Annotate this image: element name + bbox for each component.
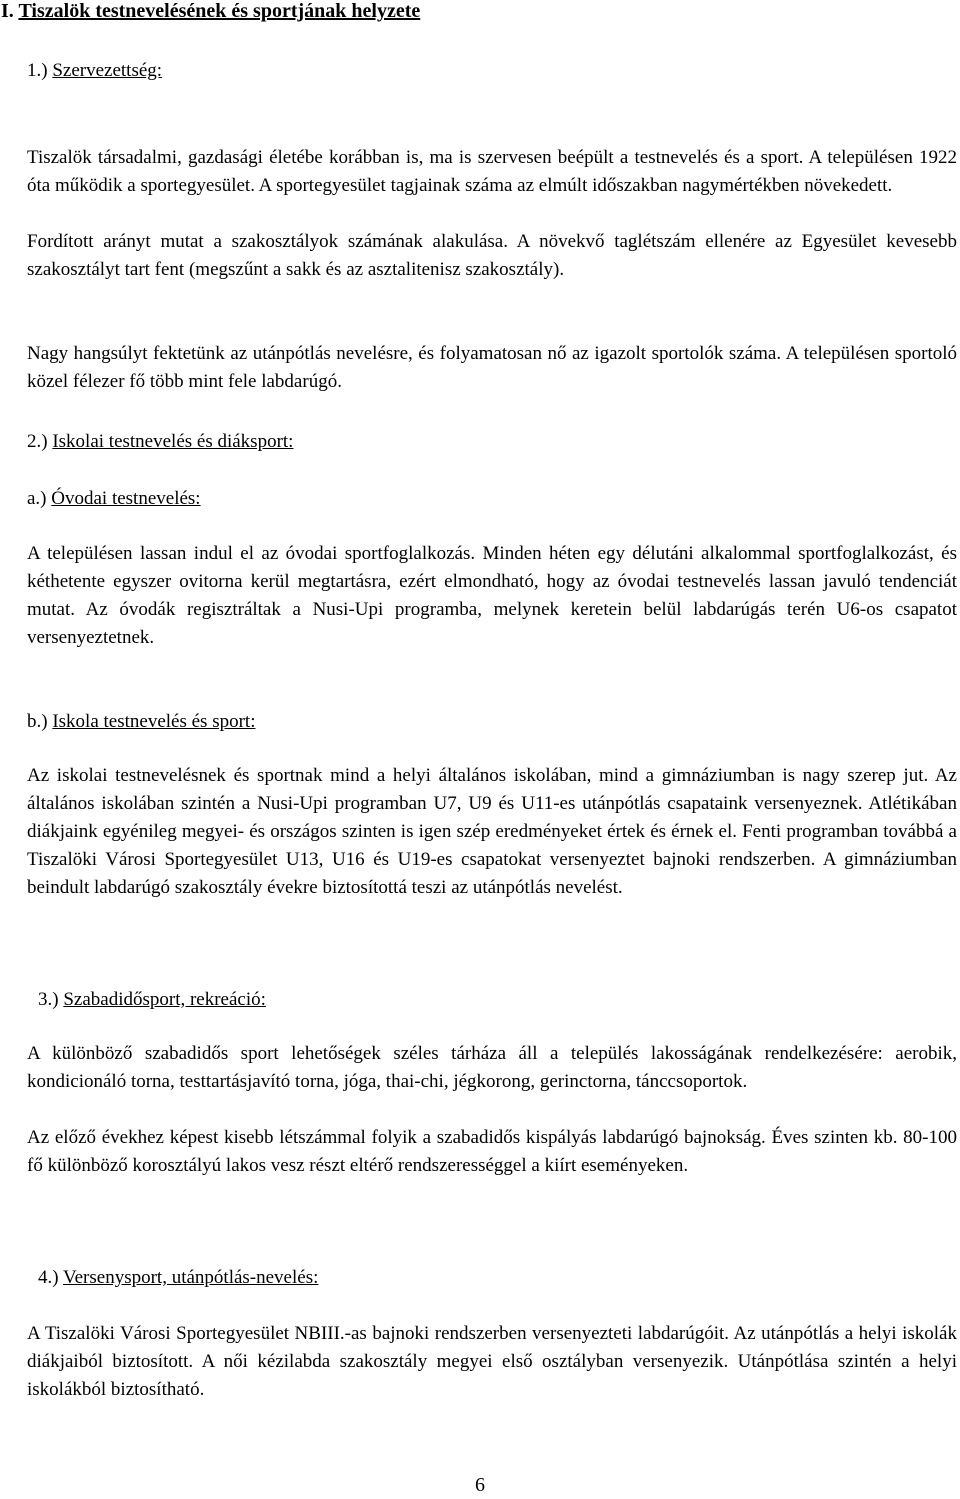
section-3-heading: 3.) Szabadidősport, rekreáció: bbox=[38, 989, 266, 1010]
section-4-heading: 4.) Versenysport, utánpótlás-nevelés: bbox=[38, 1267, 319, 1288]
section-1-paragraph-2: Fordított arányt mutat a szakosztályok számának alakulása. A növekvő taglétszám ellenére az Egyesület kevesebb szakosztályt tart fent (megszűnt a sakk és az asztalitenisz szakosztály). bbox=[27, 231, 957, 280]
page-title bbox=[1, 0, 420, 25]
section-1-paragraph-3: Nagy hangsúlyt fektetünk az utánpótlás nevelésre, és folyamatosan nő az igazolt sportolók száma. A településen sportoló közel félezer fő több mint fele labdarúgó. bbox=[27, 343, 957, 392]
section-2-heading: 2.) Iskolai testnevelés és diáksport: bbox=[27, 431, 294, 452]
section-2b-paragraph: Az iskolai testnevelésnek és sportnak mind a helyi általános iskolában, mind a gimnáziumban is nagy szerep jut. Az általános iskolában szintén a Nusi-Upi programban U7, U9 és U11-es utánpótlás csapataink versenyeznek. Atlétikában diákjaink egyénileg megyei- és országos szinten is igen szép eredményeket értek és érnek el. Fenti programban továbbá a Tiszalöki Városi Sportegyesület U13, U16 és U19-es csapatokat versenyeztet bajnoki rendszerben. A gimnáziumban beindult labdarúgó szakosztály évekre biztosítottá teszi az utánpótlás nevelést. bbox=[27, 765, 957, 898]
section-1-paragraph-1: Tiszalök társadalmi, gazdasági életébe korábban is, ma is szervesen beépült a testnevelés és a sport. A településen 1922 óta működik a sportegyesület. A sportegyesület tagjainak száma az elmúlt időszakban nagymértékben növekedett. bbox=[27, 147, 957, 196]
title-number: I. bbox=[1, 0, 14, 22]
section-3-paragraph-2: Az előző évekhez képest kisebb létszámmal folyik a szabadidős kispályás labdarúgó bajnokság. Éves szinten kb. 80-100 fő különböző korosztályú lakos vesz részt eltérő rendszerességgel a kiírt eseményeken. bbox=[27, 1127, 957, 1176]
section-4-paragraph: A Tiszalöki Városi Sportegyesület NBIII.-as bajnoki rendszerben versenyezteti labdarúgóit. Az utánpótlás a helyi iskolák diákjaiból biztosított. A női kézilabda szakosztály megyei első osztályban versenyezik. Utánpótlása szintén a helyi iskolákból biztosítható. bbox=[27, 1323, 957, 1400]
page-number: 6 bbox=[475, 1474, 485, 1496]
section-2a-heading: a.) Óvodai testnevelés: bbox=[27, 488, 201, 509]
section-2a-paragraph: A településen lassan indul el az óvodai sportfoglalkozás. Minden héten egy délutáni alkalommal sportfoglalkozást, és kéthetente egyszer ovitorna kerül megtartásra, ezért elmondható, hogy az óvodai testnevelés lassan javuló tendenciát mutat. Az óvodák regisztráltak a Nusi-Upi programba, melynek keretein belül labdarúgás terén U6-os csapatot versenyeztetnek. bbox=[27, 543, 957, 648]
title-text: Tiszalök testnevelésének és sportjának helyzete bbox=[18, 0, 421, 22]
section-2b-heading: b.) Iskola testnevelés és sport: bbox=[27, 711, 256, 732]
section-1-heading: 1.) Szervezettség: bbox=[27, 60, 163, 81]
section-3-paragraph-1: A különböző szabadidős sport lehetőségek széles tárháza áll a település lakosságának rendelkezésére: aerobik, kondicionáló torna, testtartásjavító torna, jóga, thai-chi, jégkorong, gerinctorna, tánccsoportok. bbox=[27, 1043, 957, 1092]
